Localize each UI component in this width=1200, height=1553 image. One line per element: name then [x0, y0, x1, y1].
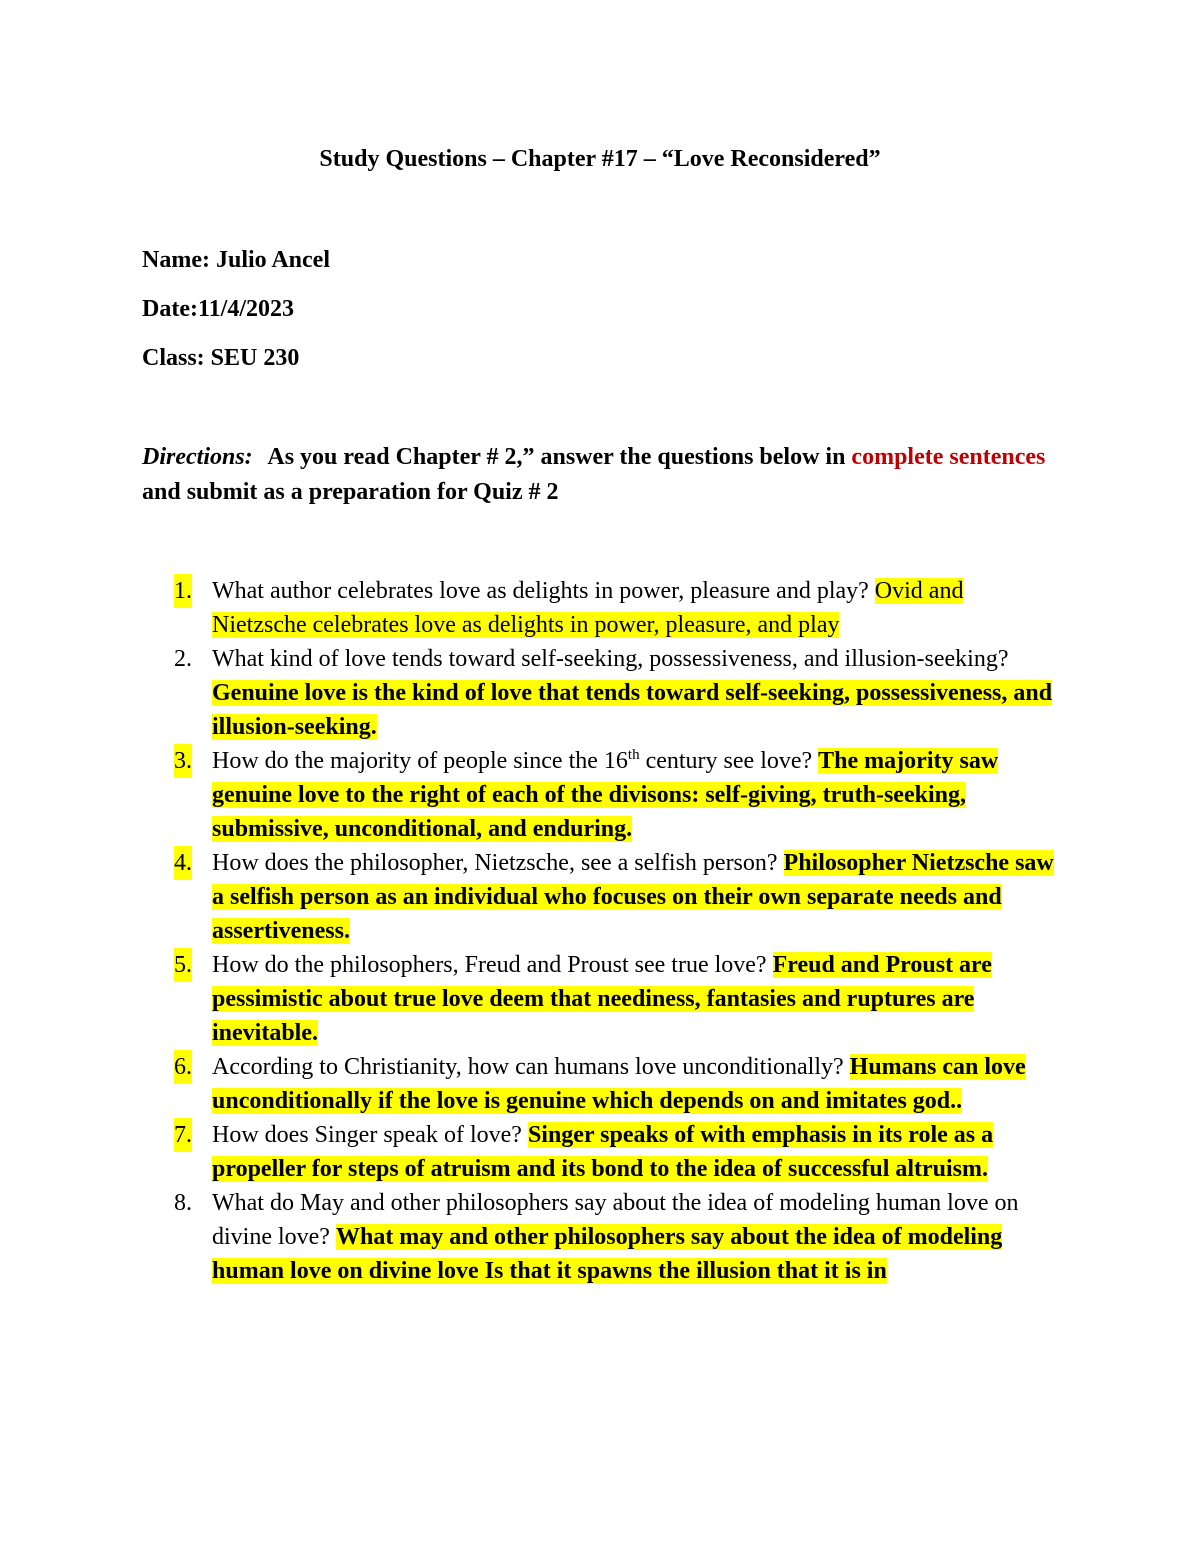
question-number: 5. — [174, 948, 192, 982]
question-text — [212, 748, 812, 774]
question-item — [174, 846, 1064, 948]
question-number: 6. — [174, 1050, 192, 1084]
question-number: 8. — [174, 1190, 192, 1216]
page-title: Study Questions – Chapter #17 – “Love Reconsidered” — [319, 146, 881, 172]
directions-text-2: and submit as a preparation for Quiz # 2 — [142, 478, 559, 505]
question-list — [174, 574, 1064, 1288]
name-line — [142, 243, 330, 277]
question-superscript: th — [627, 747, 640, 763]
question-number: 3. — [174, 744, 192, 778]
directions-emphasis: complete sentences — [851, 444, 1046, 470]
answer-text: Singer speaks of with emphasis in its role as a propeller for steps of atruism and its bond to the idea of successful altruism. — [212, 1122, 994, 1182]
question-item — [174, 1186, 1064, 1288]
question-item — [174, 744, 1064, 846]
answer-text: Ovid and Nietzsche celebrates love as delights in power, pleasure, and play — [212, 578, 964, 638]
date-line — [142, 292, 294, 326]
question-text-post: century see love? — [645, 748, 813, 774]
date-value: 11/4/2023 — [197, 296, 294, 322]
question-text: What kind of love tends toward self-seeking, possessiveness, and illusion-seeking? — [212, 646, 1009, 672]
name-label: Name: — [142, 247, 210, 273]
question-item — [174, 948, 1064, 1050]
question-text: How does the philosopher, Nietzsche, see a selfish person? — [212, 850, 778, 876]
question-text: What do May and other philosophers say about the idea of modeling human love on divine love? — [212, 1190, 1019, 1250]
question-text: What author celebrates love as delights in power, pleasure and play? — [212, 578, 869, 604]
answer-text: Philosopher Nietzsche saw a selfish person as an individual who focuses on their own separate needs and assertiveness. — [212, 850, 1054, 944]
question-text: According to Christianity, how can humans love unconditionally? — [212, 1054, 844, 1080]
question-item — [174, 642, 1064, 744]
directions-text-1: As you read Chapter # 2,” answer the questions below in — [267, 444, 846, 470]
question-number: 2. — [174, 646, 192, 672]
question-item — [174, 1050, 1064, 1118]
answer-text: Freud and Proust are pessimistic about true love deem that neediness, fantasies and ruptures are inevitable. — [212, 952, 992, 1046]
answer-text: What may and other philosophers say about the idea of modeling human love on divine love Is that it spawns the illusion that it is in — [212, 1224, 1003, 1284]
date-label: Date: — [142, 296, 198, 322]
answer-text: Humans can love unconditionally if the love is genuine which depends on and imitates god.. — [212, 1054, 1026, 1114]
question-number: 1. — [174, 574, 192, 608]
answer-text: The majority saw genuine love to the right of each of the divisons: self-giving, truth-seeking, submissive, unconditional, and enduring. — [212, 748, 999, 842]
answer-text: Genuine love is the kind of love that tends toward self-seeking, possessiveness, and illusion-seeking. — [212, 680, 1053, 740]
class-line — [142, 341, 299, 375]
question-item — [174, 574, 1064, 642]
directions-paragraph — [142, 440, 1062, 509]
question-item — [174, 1118, 1064, 1186]
directions-lead: Directions: — [142, 444, 253, 470]
class-label: Class: — [142, 345, 205, 371]
name-value: Julio Ancel — [215, 247, 330, 273]
question-text: How does Singer speak of love? — [212, 1122, 522, 1148]
question-number: 7. — [174, 1118, 192, 1152]
question-number: 4. — [174, 846, 192, 880]
question-text-pre: How do the majority of people since the 16 — [212, 748, 628, 774]
class-value: SEU 230 — [210, 345, 300, 371]
question-text: How do the philosophers, Freud and Proust see true love? — [212, 952, 767, 978]
